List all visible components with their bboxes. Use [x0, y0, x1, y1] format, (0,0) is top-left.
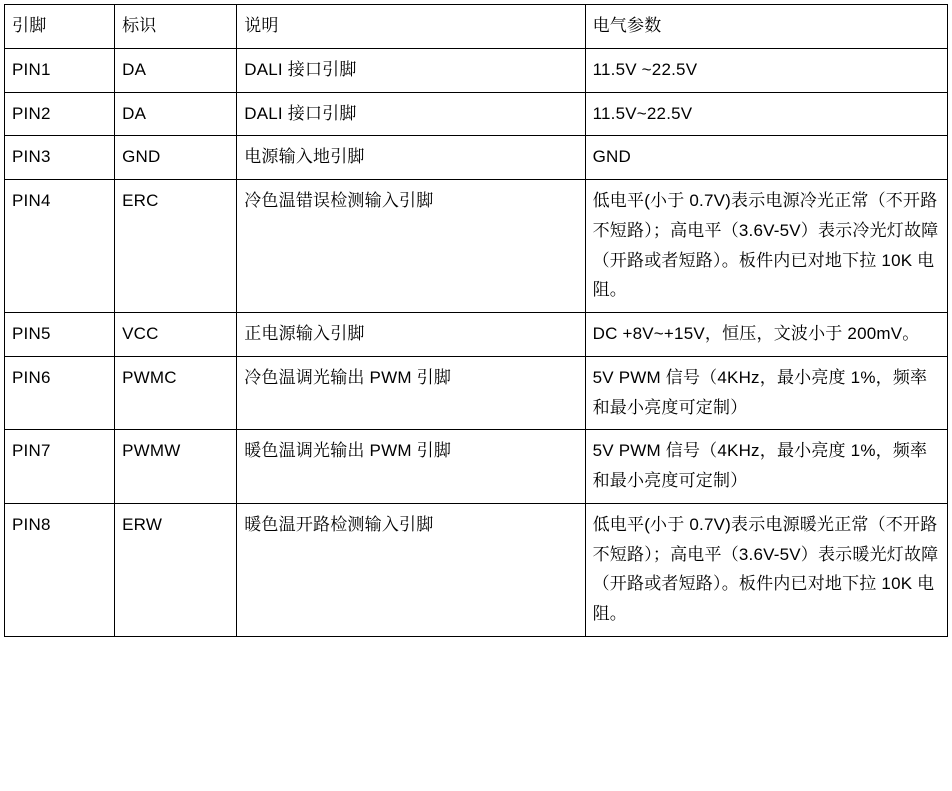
cell-electrical	[585, 48, 947, 92]
electrical-value: 11.5V ~22.5V	[592, 59, 698, 79]
mark-value: DA	[122, 103, 147, 123]
column-header-pin-label: 引脚	[12, 16, 47, 35]
table-row	[5, 356, 948, 430]
desc-value: 暖色温开路检测输入引脚	[244, 514, 434, 534]
cell-mark	[115, 92, 237, 136]
cell-pin	[5, 92, 115, 136]
pin-value: PIN6	[12, 367, 51, 387]
cell-electrical	[585, 136, 947, 180]
desc-value: DALI 接口引脚	[244, 103, 357, 123]
cell-mark	[115, 180, 237, 313]
table-row	[5, 430, 948, 504]
column-header-desc	[237, 5, 585, 49]
electrical-value: 11.5V~22.5V	[592, 103, 693, 123]
cell-desc	[237, 180, 585, 313]
desc-value: 正电源输入引脚	[244, 324, 365, 343]
pin-value: PIN4	[12, 191, 51, 210]
column-header-mark	[115, 5, 237, 49]
pin-value: PIN1	[12, 59, 51, 79]
desc-value: 冷色温调光输出 PWM 引脚	[244, 367, 452, 387]
pin-value: PIN8	[12, 514, 51, 534]
column-header-electrical	[585, 5, 947, 49]
column-header-pin	[5, 5, 115, 49]
column-header-mark-label: 标识	[122, 16, 157, 35]
electrical-value: 5V PWM 信号（4KHz，最小亮度 1%，频率和最小亮度可定制）	[592, 367, 928, 417]
mark-value: DA	[122, 59, 147, 79]
pin-value: PIN7	[12, 441, 51, 461]
cell-desc	[237, 92, 585, 136]
cell-mark	[115, 313, 237, 357]
cell-pin	[5, 503, 115, 636]
table-row	[5, 503, 948, 636]
cell-desc	[237, 136, 585, 180]
pin-value: PIN3	[12, 147, 51, 167]
cell-mark	[115, 356, 237, 430]
cell-electrical	[585, 356, 947, 430]
cell-desc	[237, 313, 585, 357]
mark-value: ERW	[122, 514, 163, 534]
table-row	[5, 136, 948, 180]
cell-pin	[5, 180, 115, 313]
cell-desc	[237, 48, 585, 92]
table-row	[5, 180, 948, 313]
electrical-value: 低电平(小于 0.7V)表示电源冷光正常（不开路不短路）；高电平（3.6V-5V）表示冷光灯故障（开路或者短路）。板件内已对地下拉 10K 电阻。	[592, 191, 939, 300]
cell-desc	[237, 430, 585, 504]
cell-pin	[5, 136, 115, 180]
cell-pin	[5, 313, 115, 357]
pin-value: PIN5	[12, 324, 51, 343]
electrical-value: DC +8V~+15V，恒压，文波小于 200mV。	[592, 324, 920, 343]
mark-value: GND	[122, 147, 161, 167]
mark-value: VCC	[122, 324, 159, 343]
electrical-value: 低电平(小于 0.7V)表示电源暖光正常（不开路不短路）；高电平（3.6V-5V）表示暖光灯故障（开路或者短路）。板件内已对地下拉 10K 电阻。	[592, 514, 939, 623]
cell-electrical	[585, 503, 947, 636]
cell-electrical	[585, 180, 947, 313]
column-header-electrical-label: 电气参数	[592, 16, 662, 35]
table-row	[5, 92, 948, 136]
desc-value: 电源输入地引脚	[244, 147, 365, 167]
cell-mark	[115, 503, 237, 636]
cell-mark	[115, 430, 237, 504]
electrical-value: GND	[592, 147, 631, 167]
column-header-desc-label: 说明	[244, 16, 279, 35]
cell-mark	[115, 136, 237, 180]
desc-value: DALI 接口引脚	[244, 59, 357, 79]
table-row	[5, 48, 948, 92]
electrical-value: 5V PWM 信号（4KHz，最小亮度 1%，频率和最小亮度可定制）	[592, 441, 928, 490]
mark-value: PWMW	[122, 441, 181, 461]
cell-pin	[5, 48, 115, 92]
cell-mark	[115, 48, 237, 92]
cell-desc	[237, 356, 585, 430]
pin-definition-table	[4, 4, 948, 637]
table-row	[5, 313, 948, 357]
mark-value: PWMC	[122, 367, 177, 387]
pin-value: PIN2	[12, 103, 51, 123]
cell-electrical	[585, 430, 947, 504]
desc-value: 冷色温错误检测输入引脚	[244, 191, 434, 210]
cell-electrical	[585, 313, 947, 357]
desc-value: 暖色温调光输出 PWM 引脚	[244, 441, 452, 461]
table-header-row	[5, 5, 948, 49]
cell-pin	[5, 430, 115, 504]
cell-electrical	[585, 92, 947, 136]
mark-value: ERC	[122, 191, 159, 210]
cell-desc	[237, 503, 585, 636]
cell-pin	[5, 356, 115, 430]
